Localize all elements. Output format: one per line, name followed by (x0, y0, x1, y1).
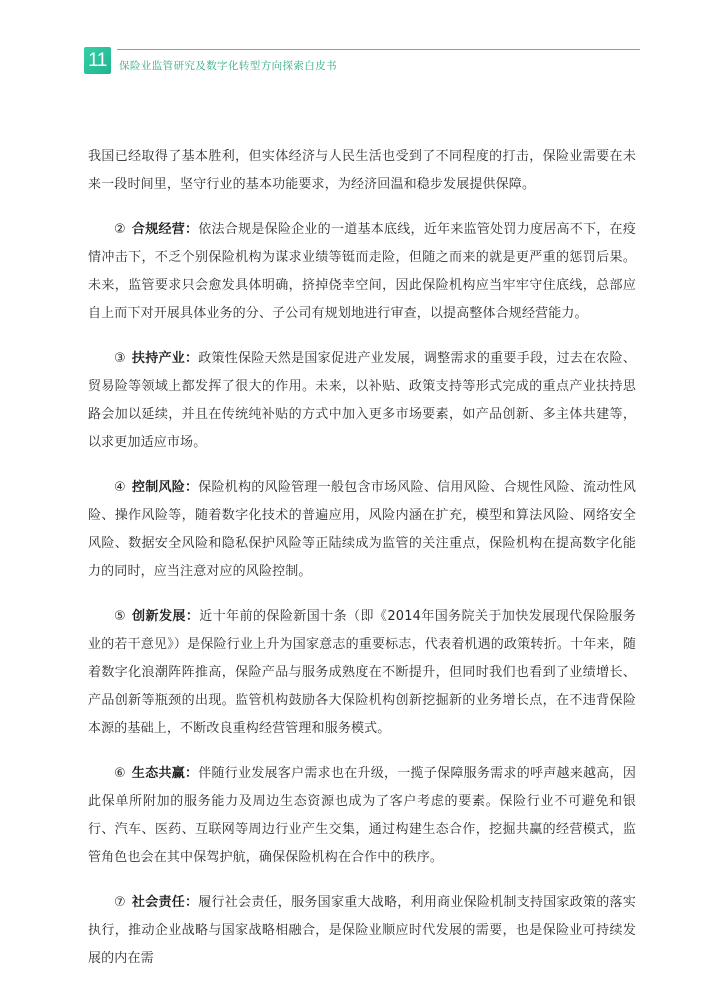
paragraph-risk-control (88, 474, 636, 586)
paragraph-heading: 生态共赢： (131, 766, 199, 781)
page-header (84, 44, 640, 76)
header-divider (117, 49, 640, 50)
paragraph-text: 我国已经取得了基本胜利，但实体经济与人民生活也受到了不同程度的打击，保险业需要在未来一段时间里，坚守行业的基本功能要求，为经济回温和稳步发展提供保障。 (88, 149, 636, 192)
paragraph-industry-support (88, 345, 636, 457)
body-text (88, 143, 636, 990)
circled-number-marker: ⑦ (114, 895, 126, 910)
paragraph-compliance (88, 216, 636, 328)
document-title: 保险业监管研究及数字化转型方向探索白皮书 (119, 60, 337, 72)
circled-number-marker: ⑤ (114, 609, 127, 624)
paragraph-intro (88, 143, 636, 199)
circled-number-marker: ② (114, 222, 126, 237)
page-number-badge: 11 (84, 47, 111, 74)
paragraph-heading: 社会责任： (131, 895, 199, 910)
circled-number-marker: ④ (114, 480, 126, 495)
paragraph-text: 近十年前的保险新国十条（即《2014年国务院关于加快发展现代保险服务业的若干意见》）是保险行业上升为国家意志的重要标志，代表着机遇的政策转折。十年来，随着数字化浪潮阵阵推高，保险产品与服务成熟度在不断提升，但同时我们也看到了业绩增长、产品创新等瓶颈的出现。监管机构鼓励各大保险机构创新挖掘新的业务增长点，在不违背保险本源的基础上，不断改良重构经营管理和服务模式。 (88, 609, 636, 736)
paragraph-ecosystem (88, 760, 636, 872)
paragraph-heading: 控制风险： (131, 480, 199, 495)
circled-number-marker: ③ (114, 351, 126, 366)
circled-number-marker: ⑥ (114, 766, 126, 781)
paragraph-heading: 扶持产业： (131, 351, 199, 366)
paragraph-text: 依法合规是保险企业的一道基本底线，近年来监管处罚力度居高不下，在疫情冲击下，不乏个别保险机构为谋求业绩等铤而走险，但随之而来的就是更严重的惩罚后果。未来，监管要求只会愈发具体明确，挤掉侥幸空间，因此保险机构应当牢牢守住底线，总部应自上而下对开展具体业务的分、子公司有规划地进行审查，以提高整体合规经营能力。 (88, 222, 636, 321)
paragraph-text: 保险机构的风险管理一般包含市场风险、信用风险、合规性风险、流动性风险、操作风险等，随着数字化技术的普遍应用，风险内涵在扩充，模型和算法风险、网络安全风险、数据安全风险和隐私保护风险等正陆续成为监管的关注重点，保险机构在提高数字化能力的同时，应当注意对应的风险控制。 (88, 480, 636, 579)
paragraph-innovation (88, 603, 636, 743)
paragraph-text: 伴随行业发展客户需求也在升级，一揽子保障服务需求的呼声越来越高，因此保单所附加的服务能力及周边生态资源也成为了客户考虑的要素。保险行业不可避免和银行、汽车、医药、互联网等周边行业产生交集，通过构建生态合作，挖掘共赢的经营模式，监管角色也会在其中保驾护航，确保保险机构在合作中的秩序。 (88, 766, 636, 865)
paragraph-heading: 合规经营： (131, 222, 199, 237)
paragraph-text: 政策性保险天然是国家促进产业发展，调整需求的重要手段，过去在农险、贸易险等领域上都发挥了很大的作用。未来，以补贴、政策支持等形式完成的重点产业扶持思路会加以延续，并且在传统纯补贴的方式中加入更多市场要素，如产品创新、多主体共建等，以求更加适应市场。 (88, 351, 636, 450)
paragraph-heading: 创新发展： (132, 609, 200, 624)
paragraph-text: 履行社会责任，服务国家重大战略，利用商业保险机制支持国家政策的落实执行，推动企业战略与国家战略相融合，是保险业顺应时代发展的需要，也是保险业可持续发展的内在需 (88, 895, 636, 966)
paragraph-social-responsibility (88, 889, 636, 973)
